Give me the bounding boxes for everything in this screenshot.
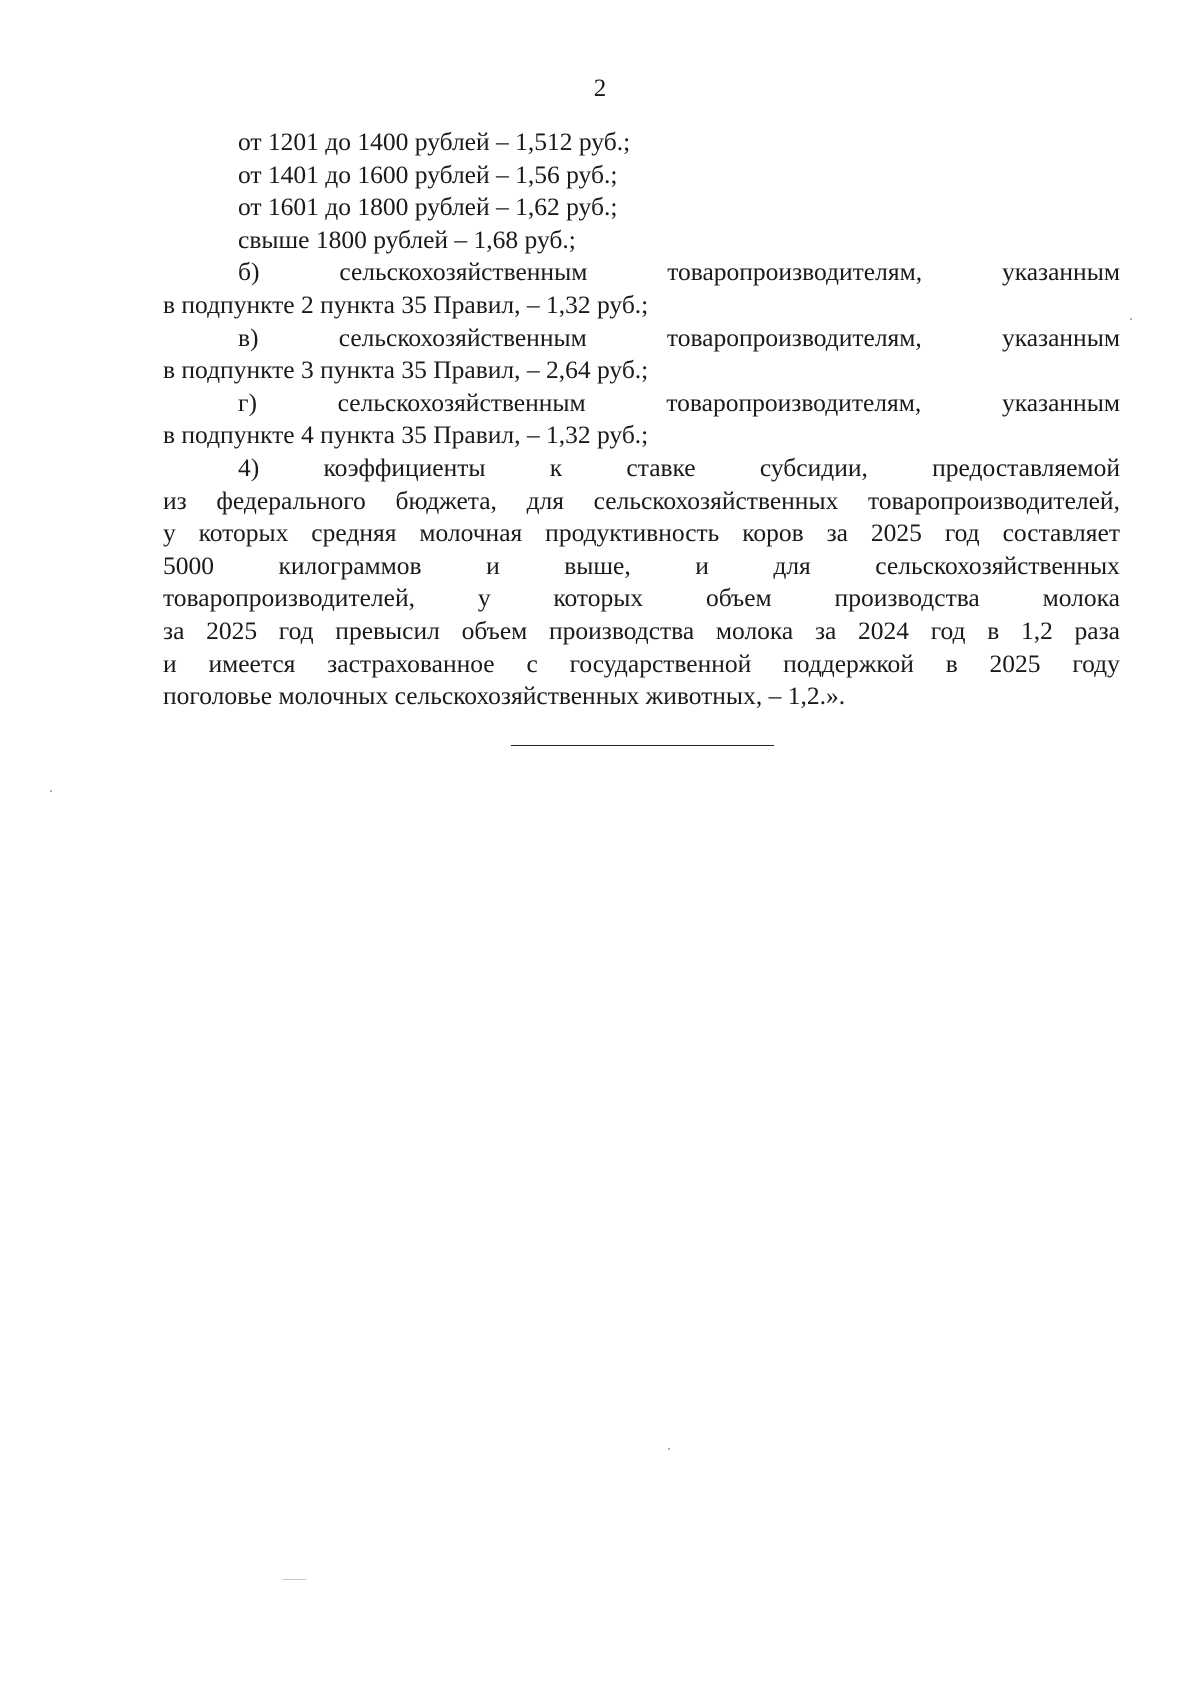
item-4-line-7-word: в: [945, 648, 958, 678]
item-4-line-1-word: ставке: [626, 452, 696, 482]
item-b-word: товаропроизводителям,: [667, 257, 923, 287]
item-4-line-3-word: продуктивность: [545, 518, 720, 548]
item-4-line-7-word: государственной: [569, 648, 752, 678]
scan-speck: [50, 790, 52, 792]
item-4-line-1-word: к: [549, 452, 563, 482]
item-4-line-1-word: предоставляемой: [932, 452, 1120, 482]
scan-speck: [668, 1448, 670, 1450]
item-4-line-5: [163, 582, 1120, 615]
item-4-line-1-word: 4): [238, 452, 260, 482]
item-v-marker: в): [238, 322, 259, 352]
item-4-line-3-word: 2025: [870, 518, 922, 548]
item-g-word: указанным: [1001, 387, 1120, 417]
price-line-2: от 1401 до 1600 рублей – 1,56 руб.;: [238, 159, 618, 189]
item-4-line-3-word: составляет: [1002, 518, 1120, 548]
page-number: 2: [593, 75, 607, 102]
document-body: [163, 126, 1120, 713]
item-4-line-2-word: из: [163, 485, 187, 515]
item-4-line-6-word: год: [278, 615, 314, 645]
item-4-line-6: [163, 615, 1120, 648]
item-v-word: товаропроизводителям,: [666, 322, 922, 352]
item-4-line-3: [163, 517, 1120, 550]
item-4-line-5-word: объем: [705, 583, 772, 613]
item-v-line-1: [163, 322, 1120, 355]
item-4-line-6-word: за: [163, 615, 185, 645]
item-4-line-7-word: с: [526, 648, 538, 678]
item-g-word: товаропроизводителям,: [666, 387, 922, 417]
item-g-word: сельскохозяйственным: [337, 387, 586, 417]
item-4-line-7-word: поддержкой: [783, 648, 914, 678]
price-line-4: свыше 1800 рублей – 1,68 руб.;: [238, 224, 576, 254]
item-4-line-7-word: имеется: [208, 648, 296, 678]
item-4-line-8: поголовье молочных сельскохозяйственных животных, – 1,2.».: [163, 681, 846, 711]
item-v-word: сельскохозяйственным: [338, 322, 587, 352]
item-4-line-6-word: объем: [461, 615, 528, 645]
item-g-line-2: в подпункте 4 пункта 35 Правил, – 1,32 руб.;: [163, 420, 649, 450]
item-4-line-5-word: молока: [1042, 583, 1120, 613]
item-b-word: указанным: [1001, 257, 1120, 287]
item-4-line-2-word: товаропроизводителей,: [867, 485, 1120, 515]
item-4-line-4-word: и: [695, 550, 709, 580]
item-4-line-6-word: 1,2: [1020, 615, 1053, 645]
item-4-line-4-word: 5000: [163, 550, 214, 580]
item-4-line-4-word: и: [486, 550, 500, 580]
item-v-word: указанным: [1001, 322, 1120, 352]
item-4-line-4: [163, 550, 1120, 583]
item-4-line-1-word: субсидии,: [759, 452, 868, 482]
end-separator-line: [511, 745, 774, 746]
item-4-line-2-word: бюджета,: [395, 485, 497, 515]
item-b-line-1: [163, 256, 1120, 289]
item-4-line-7-word: застрахованное: [327, 648, 495, 678]
item-4-line-6-word: 2025: [206, 615, 258, 645]
item-4-line-3-word: молочная: [419, 518, 523, 548]
item-4-line-3-word: которых: [198, 518, 289, 548]
item-g-marker: г): [238, 387, 257, 417]
item-4-line-5-word: производства: [834, 583, 980, 613]
item-4-line-3-word: за: [826, 518, 848, 548]
item-4-line-2-word: сельскохозяйственных: [593, 485, 839, 515]
scan-speck: [282, 1579, 306, 1580]
item-4-line-6-word: молока: [715, 615, 794, 645]
item-4-line-3-word: средняя: [311, 518, 397, 548]
item-4-line-2: [163, 485, 1120, 518]
price-line-1: от 1201 до 1400 рублей – 1,512 руб.;: [238, 127, 631, 156]
item-4-line-7-word: и: [163, 648, 177, 678]
item-b-line-2: в подпункте 2 пункта 35 Правил, – 1,32 руб.;: [163, 289, 649, 319]
item-4-line-3-word: год: [944, 518, 980, 548]
item-4-line-2-word: для: [526, 485, 565, 515]
item-4-line-3-word: коров: [742, 518, 804, 548]
item-b-word: сельскохозяйственным: [339, 257, 588, 287]
item-4-line-5-word: у: [477, 583, 491, 613]
item-4-line-6-word: 2024: [858, 615, 910, 645]
item-4-line-4-word: для: [773, 550, 811, 580]
item-4-line-6-word: за: [814, 615, 837, 645]
item-4-line-6-word: превысил: [335, 615, 440, 645]
scan-speck: [1130, 318, 1132, 320]
item-4-line-6-word: производства: [548, 615, 695, 645]
item-4-line-7-word: 2025: [989, 648, 1041, 678]
item-4-line-1-word: коэффициенты: [323, 452, 486, 482]
item-4-line-6-word: в: [987, 615, 1000, 645]
price-line-3: от 1601 до 1800 рублей – 1,62 руб.;: [238, 192, 618, 222]
item-4-line-7: [163, 648, 1120, 681]
item-v-line-2: в подпункте 3 пункта 35 Правил, – 2,64 руб.;: [163, 355, 649, 385]
item-4-line-6-word: раза: [1074, 615, 1120, 645]
item-4-line-6-word: год: [930, 615, 966, 645]
item-4-line-7-word: году: [1072, 648, 1120, 678]
item-4-line-3-word: у: [163, 518, 176, 548]
item-b-marker: б): [238, 257, 260, 287]
item-g-line-1: [163, 387, 1120, 420]
item-4-line-4-word: килограммов: [278, 550, 422, 580]
item-4-line-1: [163, 452, 1120, 485]
item-4-line-4-word: выше,: [564, 550, 631, 580]
item-4-line-5-word: которых: [553, 583, 644, 613]
item-4-line-2-word: федерального: [216, 485, 366, 515]
item-4-line-5-word: товаропроизводителей,: [163, 583, 415, 613]
item-4-line-4-word: сельскохозяйственных: [875, 550, 1120, 580]
